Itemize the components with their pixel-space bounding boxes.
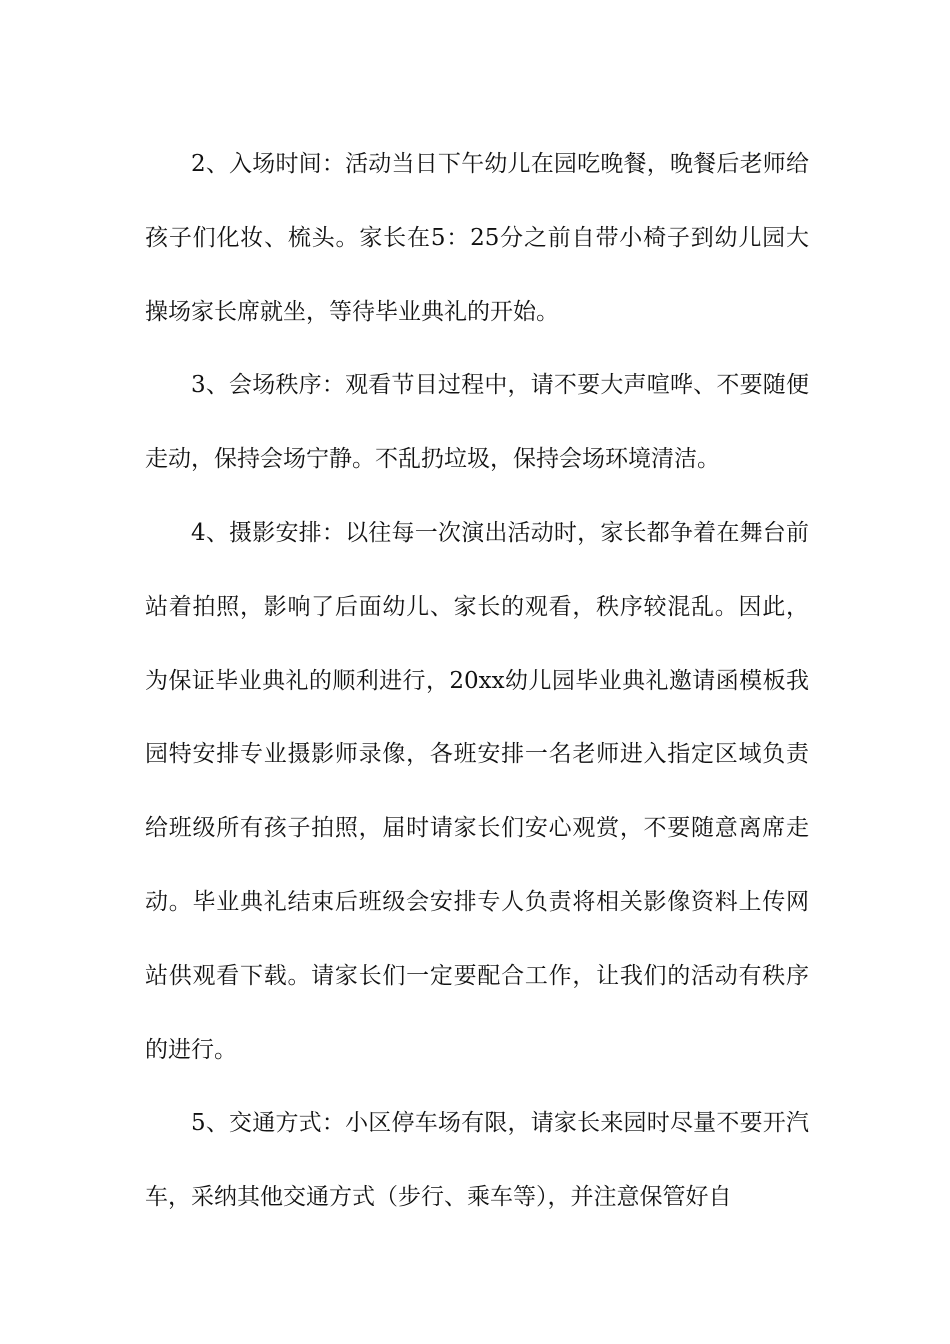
paragraph-photography: 4、摄影安排：以往每一次演出活动时，家长都争着在舞台前站着拍照，影响了后面幼儿、家长的观看，秩序较混乱。因此，为保证毕业典礼的顺利进行，20xx幼儿园毕业典礼邀请函模板我园特安排专业摄影师录像，各班安排一名老师进入指定区域负责给班级所有孩子拍照，届时请家长们安心观赏，不要随意离席走动。毕业典礼结束后班级会安排专人负责将相关影像资料上传网站供观看下载。请家长们一定要配合工作，让我们的活动有秩序的进行。 <box>145 519 809 1063</box>
document-body <box>145 128 809 1235</box>
paragraph-venue-order: 3、会场秩序：观看节目过程中，请不要大声喧哗、不要随便走动，保持会场宁静。不乱扔垃圾，保持会场环境清洁。 <box>145 372 809 473</box>
paragraph-entry-time: 2、入场时间：活动当日下午幼儿在园吃晚餐，晚餐后老师给孩子们化妆、梳头。家长在5：25分之前自带小椅子到幼儿园大操场家长席就坐，等待毕业典礼的开始。 <box>145 151 809 325</box>
paragraph-transportation: 5、交通方式：小区停车场有限，请家长来园时尽量不要开汽车，采纳其他交通方式（步行、乘车等），并注意保管好自 <box>145 1110 809 1211</box>
